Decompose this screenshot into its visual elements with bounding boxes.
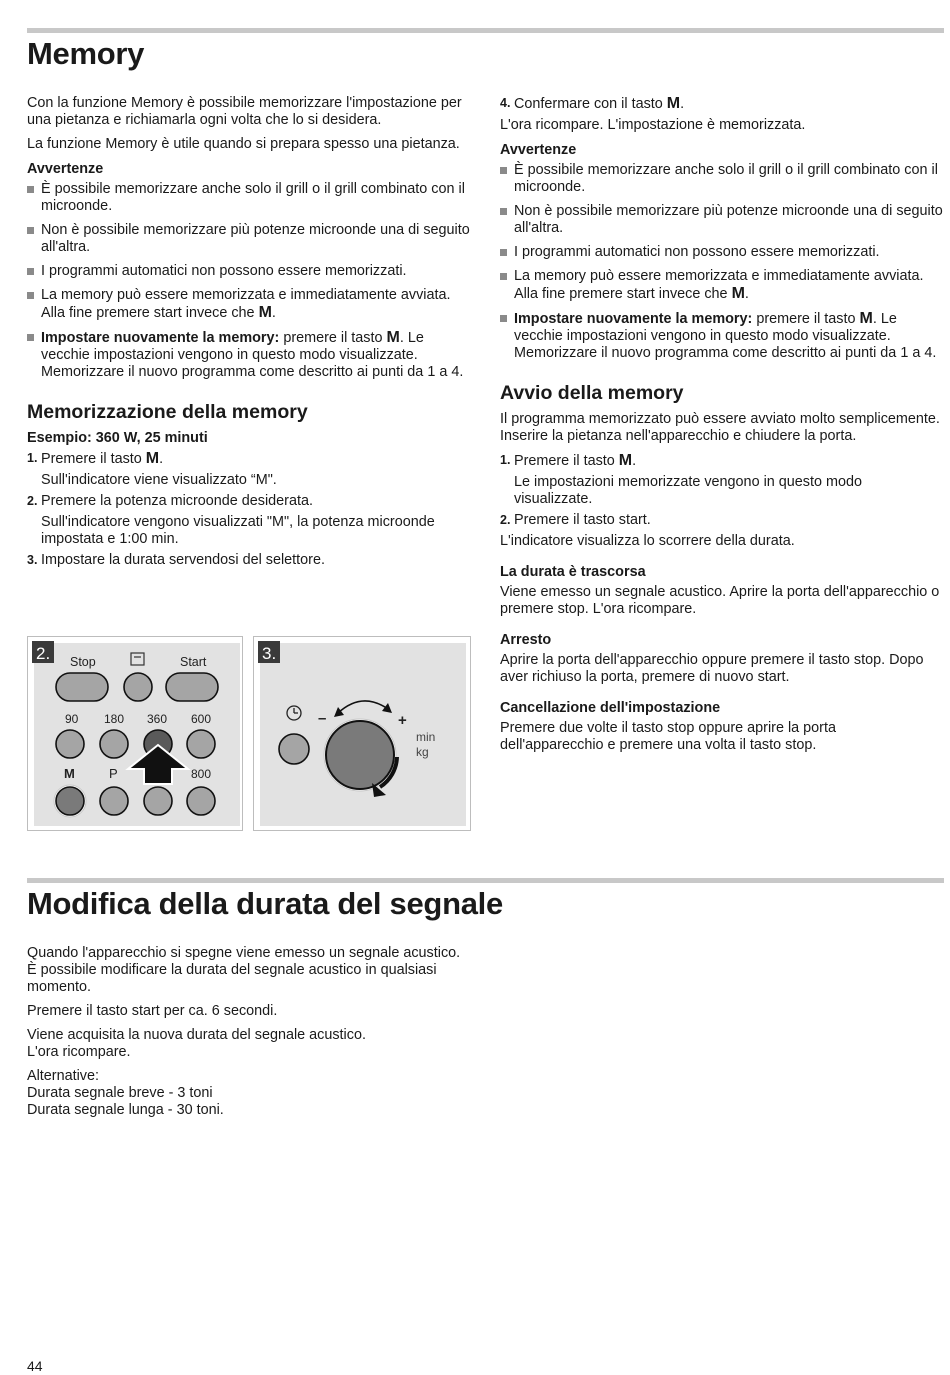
step-item [27, 493, 470, 548]
note-period: . [271, 305, 276, 321]
notes-list [27, 181, 470, 381]
power-90-button[interactable] [56, 730, 84, 758]
clock-button[interactable] [279, 734, 309, 764]
m-key-glyph: M [618, 452, 633, 469]
step-text: Impostare la durata servendosi del selettore. [41, 552, 325, 568]
notes-heading: Avvertenze [27, 161, 104, 177]
modifica-title: Modifica della durata del segnale [27, 886, 503, 921]
m-key-glyph: M [145, 450, 160, 467]
selector-dial[interactable] [326, 721, 394, 789]
step-period: . [632, 453, 637, 469]
step-item [500, 512, 943, 529]
m-button[interactable] [56, 787, 84, 815]
step-text: Confermare con il tasto [514, 96, 663, 112]
step4-result: L'ora ricompare. L'impostazione è memorizzata. [500, 117, 806, 133]
step-number: 2. [500, 513, 511, 527]
durata-heading: La durata è trascorsa [500, 564, 646, 580]
avvio-steps [500, 452, 943, 529]
figure-selector-dial [253, 636, 471, 831]
cancellazione-heading: Cancellazione dell'impostazione [500, 700, 721, 716]
note-text: . Le vecchie impostazioni vengono in questo modo visualizzate. Memorizzare il nuovo programma come descritto ai punti da 1 a 4. [514, 311, 937, 361]
section-rule-top [27, 28, 944, 33]
note-text: La memory può essere memorizzata e immediatamente avviata. Alla fine premere start invece che [514, 268, 924, 302]
power-label-800: 800 [191, 767, 212, 781]
m-key-glyph: M [731, 285, 745, 302]
note-text: premere il tasto [283, 330, 383, 346]
modifica-line: L'ora ricompare. [27, 1044, 131, 1060]
notes-heading: Avvertenze [500, 142, 577, 158]
p-label: P [109, 766, 118, 781]
step-period: . [680, 96, 685, 112]
step-number: 1. [500, 453, 511, 467]
modifica-line: Alternative: [27, 1068, 99, 1084]
start-button[interactable] [166, 673, 218, 701]
cancellazione-text: Premere due volte il tasto stop oppure aprire la porta dell'apparecchio e premere una volta il tasto stop. [500, 720, 836, 753]
modifica-column [27, 945, 470, 1126]
memory-title: Memory [27, 36, 145, 71]
selector-dial-illustration [254, 637, 472, 832]
step-number: 2. [27, 494, 38, 508]
stop-button[interactable] [56, 673, 108, 701]
note-item [500, 310, 943, 362]
example-heading: Esempio: 360 W, 25 minuti [27, 430, 208, 446]
step-text: Premere il tasto [514, 453, 615, 469]
note-period: . [744, 286, 749, 302]
step-subtext: Sull'indicatore vengono visualizzati "M", la potenza microonde impostata e 1:00 min. [41, 514, 435, 547]
m-key-glyph: M [258, 304, 272, 321]
step-number: 3. [27, 553, 38, 567]
step-text: Premere il tasto start. [514, 512, 651, 528]
power-label-360: 360 [147, 712, 168, 726]
section-rule-bottom [27, 878, 944, 883]
step-text: Premere la potenza microonde desiderata. [41, 493, 313, 509]
figure-label: 2. [36, 644, 51, 663]
avvio-heading: Avvio della memory [500, 382, 684, 404]
start-label: Start [180, 655, 207, 669]
control-panel-figures [27, 636, 471, 831]
power-label-90: 90 [65, 712, 79, 726]
microwave-button[interactable] [124, 673, 152, 701]
m-key-glyph: M [386, 329, 400, 346]
step-item [500, 452, 943, 508]
step-item [500, 95, 943, 113]
memorizzazione-heading: Memorizzazione della memory [27, 401, 308, 423]
power-800-button[interactable] [187, 787, 215, 815]
note-item: È possibile memorizzare anche solo il grill o il grill combinato con il microonde. [27, 181, 470, 215]
memorizzazione-steps [27, 450, 470, 569]
step-number: 4. [500, 96, 511, 110]
memory-intro-1: Con la funzione Memory è possibile memorizzare l'impostazione per una pietanza e richiamarla ogni volta che lo si desidera. [27, 95, 462, 128]
figure-label: 3. [262, 644, 277, 663]
power-600-button[interactable] [187, 730, 215, 758]
kg-label: kg [416, 745, 429, 759]
minus-label: – [318, 710, 327, 727]
p-button[interactable] [100, 787, 128, 815]
note-item: È possibile memorizzare anche solo il grill o il grill combinato con il microonde. [500, 162, 943, 196]
arresto-text: Aprire la porta dell'apparecchio oppure premere il tasto stop. Dopo aver richiuso la porta, premere di nuovo start. [500, 652, 924, 685]
avvio-intro: Il programma memorizzato può essere avviato molto semplicemente. Inserire la pietanza nell'apparecchio e chiudere la porta. [500, 411, 940, 444]
page-number: 44 [27, 1358, 43, 1374]
min-label: min [416, 730, 436, 744]
power-label-600: 600 [191, 712, 212, 726]
avvio-after: L'indicatore visualizza lo scorrere della durata. [500, 533, 795, 549]
modifica-line: Viene acquisita la nuova durata del segnale acustico. [27, 1027, 366, 1043]
step-text: Premere il tasto [41, 451, 142, 467]
memory-intro-2: La funzione Memory è utile quando si prepara spesso una pietanza. [27, 136, 460, 152]
m-label: M [64, 766, 75, 781]
modifica-p1: Quando l'apparecchio si spegne viene emesso un segnale acustico. È possibile modificare la durata del segnale acustico in qualsiasi momento. [27, 945, 461, 995]
modifica-line: Durata segnale breve - 3 toni [27, 1085, 213, 1101]
step-item [27, 450, 470, 489]
step-subtext: Le impostazioni memorizzate vengono in questo modo visualizzate. [514, 474, 862, 507]
note-item: Non è possibile memorizzare più potenze microonde una di seguito all'altra. [500, 203, 943, 237]
m-key-glyph: M [859, 310, 873, 327]
note-text: La memory può essere memorizzata e immediatamente avviata. Alla fine premere start invece che [41, 287, 451, 321]
stop-label: Stop [70, 655, 96, 669]
note-item: I programmi automatici non possono essere memorizzati. [500, 244, 943, 261]
note-bold: Impostare nuovamente la memory: [41, 330, 280, 346]
note-item [27, 287, 470, 322]
figure-control-panel [27, 636, 243, 831]
power-180-button[interactable] [100, 730, 128, 758]
power-label-180: 180 [104, 712, 125, 726]
note-item: Non è possibile memorizzare più potenze microonde una di seguito all'altra. [27, 222, 470, 256]
left-column [27, 95, 470, 573]
grill-button[interactable] [144, 787, 172, 815]
notes-list [500, 162, 943, 362]
plus-label: + [398, 712, 407, 729]
durata-text: Viene emesso un segnale acustico. Aprire la porta dell'apparecchio o premere stop. L'ora ricompare. [500, 584, 940, 617]
note-bold: Impostare nuovamente la memory: [514, 311, 753, 327]
memorizzazione-step-4 [500, 95, 943, 113]
m-key-glyph: M [666, 95, 681, 112]
note-text: . Le vecchie impostazioni vengono in questo modo visualizzate. Memorizzare il nuovo programma come descritto ai punti da 1 a 4. [41, 330, 464, 380]
note-item: I programmi automatici non possono essere memorizzati. [27, 263, 470, 280]
control-panel-illustration [28, 637, 244, 832]
note-item [27, 329, 470, 381]
step-number: 1. [27, 451, 38, 465]
right-column [500, 95, 943, 761]
note-text: premere il tasto [756, 311, 856, 327]
modifica-p3 [27, 1027, 470, 1061]
step-subtext: Sull'indicatore viene visualizzato “M". [41, 472, 277, 488]
modifica-line: Durata segnale lunga - 30 toni. [27, 1102, 224, 1118]
modifica-p2: Premere il tasto start per ca. 6 secondi. [27, 1003, 278, 1019]
step-period: . [159, 451, 164, 467]
modifica-p4 [27, 1068, 470, 1119]
arresto-heading: Arresto [500, 632, 552, 648]
step-item [27, 552, 470, 569]
note-item [500, 268, 943, 303]
